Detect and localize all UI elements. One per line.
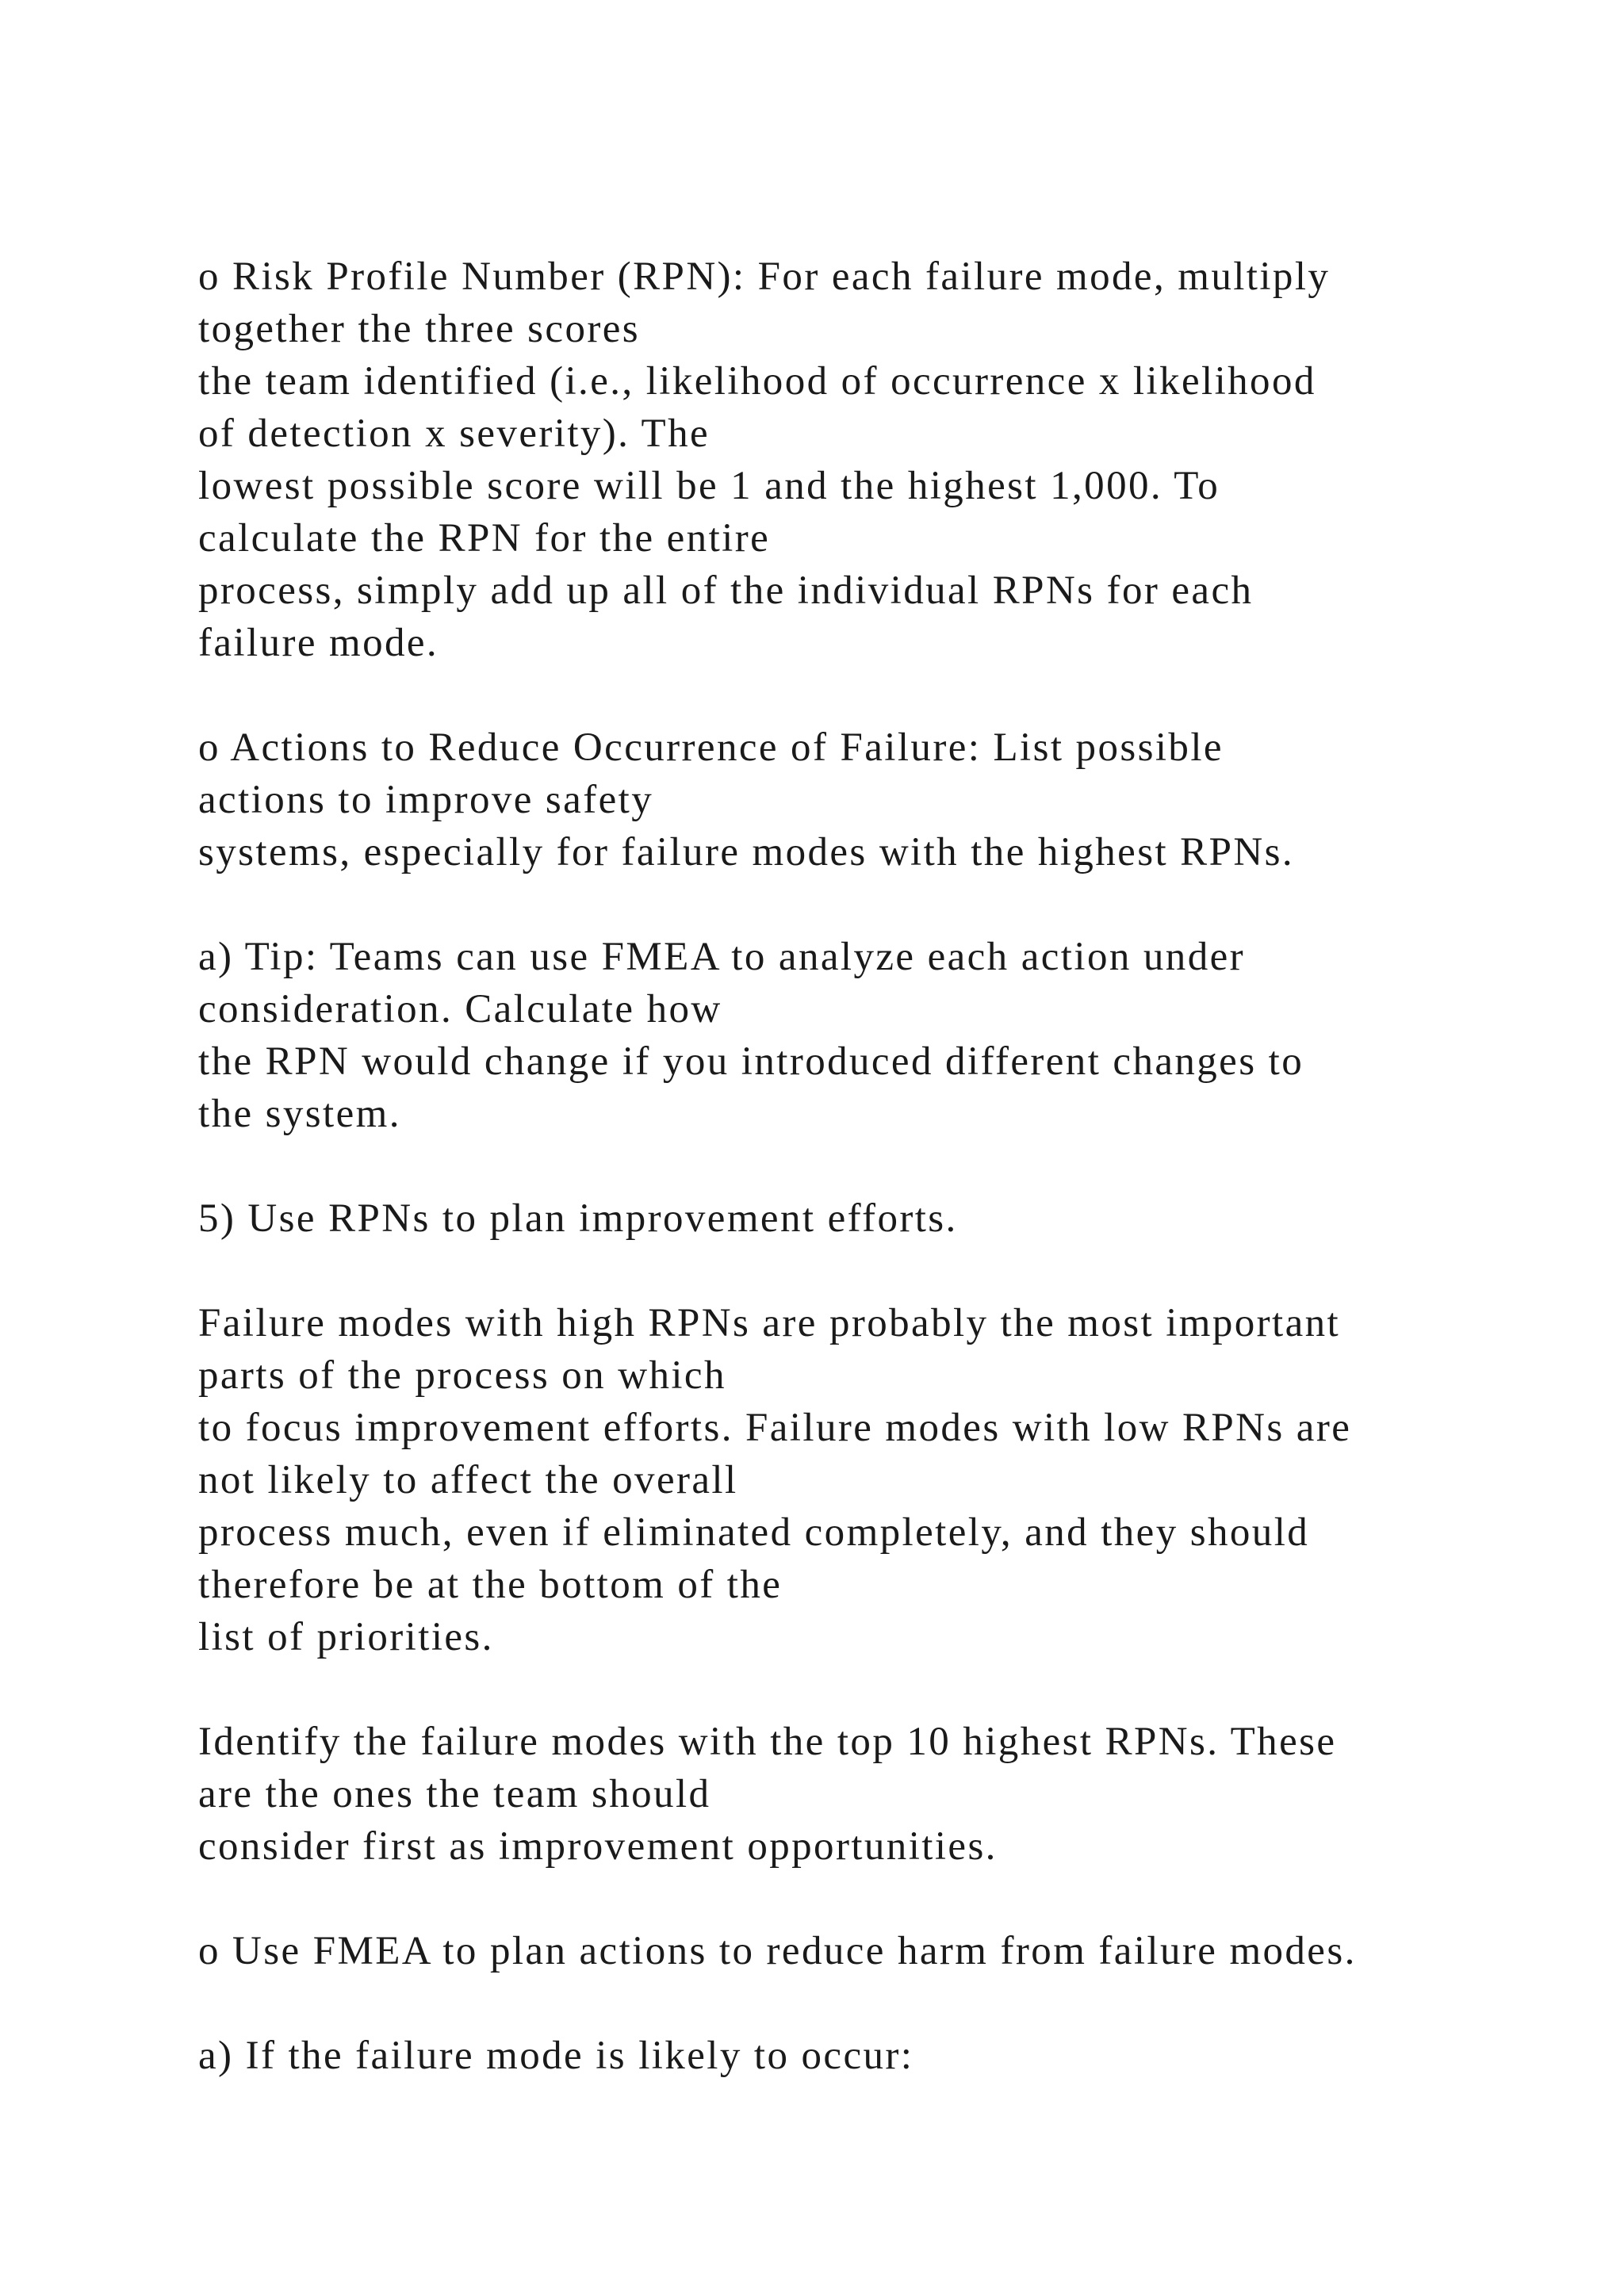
text-line: lowest possible score will be 1 and the highest 1,000. To [198, 464, 1220, 508]
text-line: the RPN would change if you introduced different changes to [198, 1039, 1304, 1084]
paragraph-spacer [198, 878, 1546, 931]
text-line: therefore be at the bottom of the [198, 1563, 783, 1607]
text-line: list of priorities. [198, 1615, 494, 1659]
text-line: parts of the process on which [198, 1353, 726, 1398]
text-line: calculate the RPN for the entire [198, 516, 771, 561]
text-line: o Actions to Reduce Occurrence of Failure: List possible [198, 725, 1224, 770]
paragraph-spacer [198, 1245, 1546, 1297]
text-line: consider first as improvement opportunities. [198, 1824, 998, 1869]
paragraph-spacer [198, 1663, 1546, 1716]
text-line: Failure modes with high RPNs are probably the most important [198, 1301, 1341, 1345]
text-line: a) If the failure mode is likely to occur: [198, 2034, 914, 2078]
text-line: actions to improve safety [198, 778, 654, 822]
text-line: to focus improvement efforts. Failure modes with low RPNs are [198, 1406, 1352, 1450]
document-body [198, 251, 1546, 2082]
paragraph-spacer [198, 1873, 1546, 1925]
paragraph-spacer [198, 1140, 1546, 1192]
text-line: failure mode. [198, 621, 439, 665]
text-line: o Risk Profile Number (RPN): For each failure mode, multiply [198, 254, 1331, 299]
text-line: process much, even if eliminated completely, and they should [198, 1510, 1310, 1555]
text-line: are the ones the team should [198, 1772, 711, 1816]
text-line: together the three scores [198, 307, 641, 351]
text-line: the system. [198, 1092, 401, 1136]
step-heading [198, 1192, 1546, 1245]
text-line: consideration. Calculate how [198, 987, 722, 1031]
text-line: process, simply add up all of the individual RPNs for each [198, 568, 1254, 613]
text-line: systems, especially for failure modes with the highest RPNs. [198, 830, 1294, 874]
text-line: 5) Use RPNs to plan improvement efforts. [198, 1196, 958, 1241]
paragraph-rpn [198, 251, 1546, 669]
text-line: a) Tip: Teams can use FMEA to analyze each action under [198, 935, 1246, 979]
text-line: not likely to affect the overall [198, 1458, 738, 1502]
text-line: Identify the failure modes with the top 10 highest RPNs. These [198, 1720, 1337, 1764]
paragraph-high-rpn [198, 1297, 1546, 1663]
paragraph-spacer [198, 1977, 1546, 2030]
paragraph-use-fmea [198, 1925, 1546, 1977]
text-line: the team identified (i.e., likelihood of occurrence x likelihood [198, 359, 1316, 404]
text-line: of detection x severity). The [198, 411, 710, 456]
paragraph-top-10 [198, 1716, 1546, 1873]
paragraph-tip [198, 931, 1546, 1140]
paragraph-spacer [198, 669, 1546, 721]
text-line: o Use FMEA to plan actions to reduce harm from failure modes. [198, 1929, 1357, 1973]
paragraph-actions [198, 721, 1546, 878]
paragraph-likely-to-occur [198, 2030, 1546, 2082]
